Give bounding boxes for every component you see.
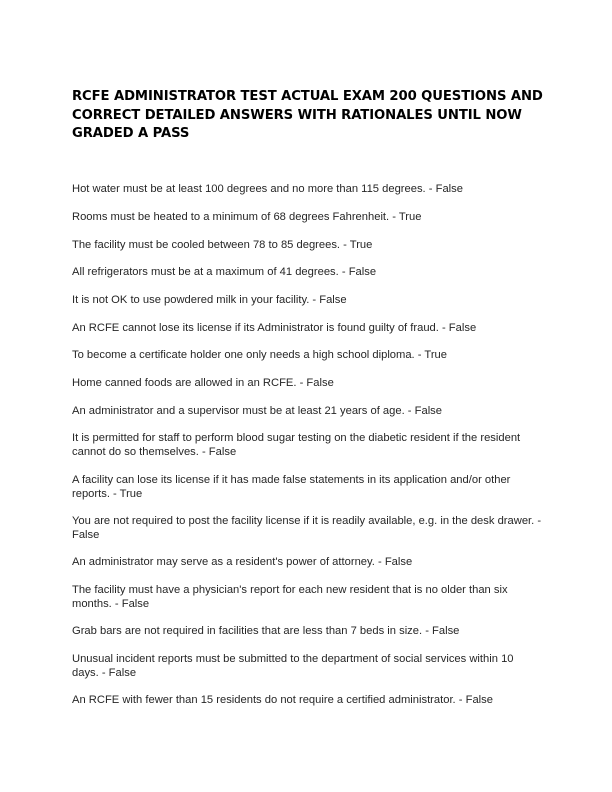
qa-item-10: It is permitted for staff to perform blood sugar testing on the diabetic resident if the resident cannot do so themselves. - False [72, 432, 521, 458]
qa-item-3: The facility must be cooled between 78 to 85 degrees. - True [72, 239, 373, 251]
qa-item-5: It is not OK to use powdered milk in your facility. - False [72, 294, 347, 306]
qa-item-4: All refrigerators must be at a maximum of 41 degrees. - False [72, 266, 377, 278]
qa-item-15: Grab bars are not required in facilities that are less than 7 beds in size. - False [72, 625, 460, 637]
qa-item-16: Unusual incident reports must be submitted to the department of social services within 10 days. - False [72, 653, 514, 679]
qa-item-9: An administrator and a supervisor must be at least 21 years of age. - False [72, 405, 442, 417]
document-title: RCFE ADMINISTRATOR TEST ACTUAL EXAM 200 QUESTIONS AND CORRECT DETAILED ANSWERS WITH RATIONALES UNTIL NOW GRADED A PASS [72, 89, 543, 141]
qa-item-13: An administrator may serve as a resident's power of attorney. - False [72, 556, 413, 568]
qa-item-14: The facility must have a physician's report for each new resident that is no older than six months. - False [72, 584, 508, 610]
qa-item-6: An RCFE cannot lose its license if its Administrator is found guilty of fraud. - False [72, 322, 477, 334]
qa-item-7: To become a certificate holder one only needs a high school diploma. - True [72, 349, 447, 361]
qa-item-1: Hot water must be at least 100 degrees and no more than 115 degrees. - False [72, 183, 463, 195]
qa-item-17: An RCFE with fewer than 15 residents do not require a certified administrator. - False [72, 694, 493, 706]
qa-item-8: Home canned foods are allowed in an RCFE. - False [72, 377, 334, 389]
qa-item-11: A facility can lose its license if it has made false statements in its application and/or other reports. - True [72, 474, 511, 500]
qa-item-2: Rooms must be heated to a minimum of 68 degrees Fahrenheit. - True [72, 211, 422, 223]
qa-item-12: You are not required to post the facility license if it is readily available, e.g. in the desk drawer. - False [72, 515, 542, 541]
